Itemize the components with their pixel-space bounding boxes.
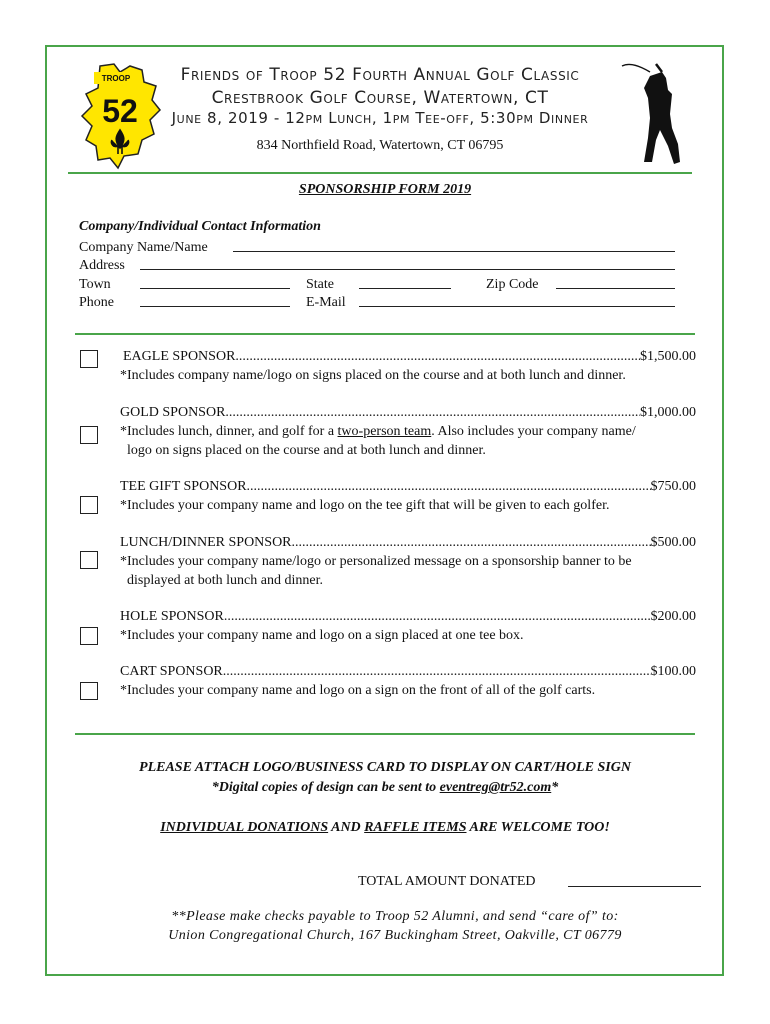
- golfer-silhouette-icon: [610, 58, 700, 170]
- company-name-label: Company Name/Name: [79, 240, 208, 255]
- sponsor-description: *Includes lunch, dinner, and golf for a two-person team. Also includes your company name/ logo on signs placed on the course and at both lunch and dinner.: [120, 424, 636, 458]
- cart-sponsor-line: [120, 664, 696, 680]
- lunch-dinner-sponsor-line: [120, 535, 696, 551]
- event-schedule: June 8, 2019 - 12pm Lunch, 1pm Tee-off, 5:30pm Dinner: [171, 109, 589, 127]
- sponsor-price: $100.00: [650, 664, 696, 679]
- event-location: Crestbrook Golf Course, Watertown, CT: [211, 88, 549, 108]
- sponsor-name: GOLD SPONSOR: [120, 405, 226, 420]
- address-label: Address: [79, 258, 125, 273]
- sponsor-description: *Includes your company name and logo on a sign placed at one tee box.: [120, 628, 524, 643]
- tee-gift-sponsor-checkbox[interactable]: [80, 496, 98, 514]
- badge-troop-text: TROOP: [101, 74, 131, 83]
- state-field[interactable]: [359, 288, 451, 289]
- total-amount-field[interactable]: [568, 886, 701, 887]
- form-title: SPONSORSHIP FORM 2019: [298, 182, 472, 197]
- tee-gift-sponsor-line: [120, 479, 696, 495]
- company-name-field[interactable]: [233, 251, 675, 252]
- hole-sponsor-checkbox[interactable]: [80, 627, 98, 645]
- phone-label: Phone: [79, 295, 114, 310]
- email-label: E-Mail: [306, 295, 346, 310]
- town-field[interactable]: [140, 288, 290, 289]
- sponsor-price: $1,000.00: [640, 405, 696, 420]
- hole-sponsor-line: [120, 609, 696, 625]
- zip-code-field[interactable]: [556, 288, 675, 289]
- sponsor-name: HOLE SPONSOR: [120, 609, 224, 624]
- event-address: 834 Northfield Road, Watertown, CT 06795: [256, 138, 504, 153]
- sponsor-price: $1,500.00: [640, 349, 696, 364]
- header-divider: [68, 172, 692, 174]
- sponsor-name: CART SPONSOR: [120, 664, 223, 679]
- payable-instructions-line2: Union Congregational Church, 167 Buckingham Street, Oakville, CT 06779: [168, 928, 622, 943]
- phone-field[interactable]: [140, 306, 290, 307]
- gold-sponsor-checkbox[interactable]: [80, 426, 98, 444]
- badge-number: 52: [102, 93, 138, 129]
- sponsor-description: *Includes company name/logo on signs placed on the course and at both lunch and dinner.: [120, 368, 626, 383]
- digital-copies-note: *Digital copies of design can be sent to eventreg@tr52.com*: [211, 780, 559, 795]
- sponsor-price: $500.00: [650, 535, 696, 550]
- contact-heading: Company/Individual Contact Information: [79, 219, 321, 234]
- event-title: Friends of Troop 52 Fourth Annual Golf Classic: [180, 65, 580, 85]
- sponsor-name: EAGLE SPONSOR: [123, 349, 236, 364]
- eagle-sponsor-line: [120, 349, 696, 365]
- donations-welcome-note: INDIVIDUAL DONATIONS AND RAFFLE ITEMS ARE WELCOME TOO!: [160, 820, 610, 835]
- email-field[interactable]: [359, 306, 675, 307]
- email-link[interactable]: eventreg@tr52.com: [439, 780, 552, 795]
- cart-sponsor-checkbox[interactable]: [80, 682, 98, 700]
- sponsor-description: *Includes your company name and logo on the tee gift that will be given to each golfer.: [120, 498, 610, 513]
- sponsor-price: $200.00: [650, 609, 696, 624]
- zip-code-label: Zip Code: [486, 277, 539, 292]
- sponsor-description: *Includes your company name and logo on a sign on the front of all of the golf carts.: [120, 683, 596, 698]
- state-label: State: [306, 277, 334, 292]
- gold-sponsor-line: [120, 405, 696, 421]
- sponsor-name: TEE GIFT SPONSOR: [120, 479, 247, 494]
- address-field[interactable]: [140, 269, 675, 270]
- lunch-dinner-sponsor-checkbox[interactable]: [80, 551, 98, 569]
- eagle-sponsor-checkbox[interactable]: [80, 350, 98, 368]
- town-label: Town: [79, 277, 111, 292]
- payable-instructions-line1: **Please make checks payable to Troop 52 Alumni, and send “care of” to:: [171, 909, 619, 924]
- attach-logo-note: PLEASE ATTACH LOGO/BUSINESS CARD TO DISPLAY ON CART/HOLE SIGN: [139, 760, 631, 775]
- sponsor-price: $750.00: [650, 479, 696, 494]
- sponsors-divider: [75, 733, 695, 735]
- sponsor-name: LUNCH/DINNER SPONSOR: [120, 535, 292, 550]
- contact-divider: [75, 333, 695, 335]
- two-person-team-text: two-person team: [337, 424, 432, 439]
- sponsor-description: *Includes your company name/logo or personalized message on a sponsorship banner to be displayed at both lunch and dinner.: [120, 554, 632, 588]
- total-amount-label: TOTAL AMOUNT DONATED: [358, 874, 536, 889]
